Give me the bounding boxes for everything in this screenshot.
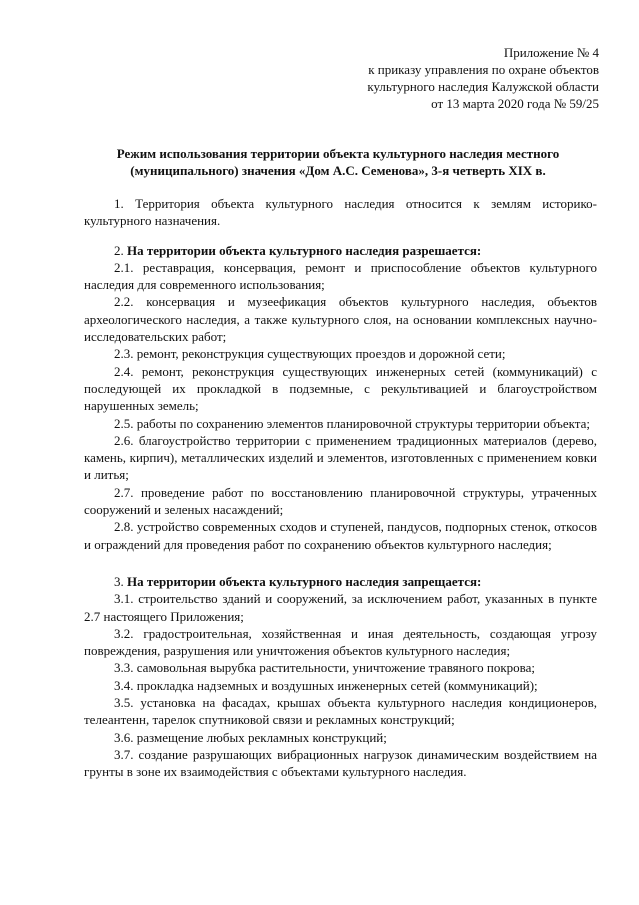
order-date-number: от 13 марта 2020 года № 59/25 (431, 96, 599, 111)
section-2-heading (84, 242, 597, 259)
list-item: 2.2. консервация и музеефикация объектов культурного наследия, объектов археологического наследия, а также культурного слоя, на основании комплексных научно-исследовательских работ; (84, 294, 597, 345)
section-3-number: 3. (114, 573, 124, 589)
list-item: 3.7. создание разрушающих вибрационных нагрузок динамическим воздействием на грунты в зоне их взаимодействия с объектами культурного наследия. (84, 746, 597, 780)
order-reference: к приказу управления по охране объектов (368, 62, 599, 77)
title-line-2: (муниципального) значения «Дом А.С. Семенова», 3-я четверть XIX в. (130, 163, 546, 178)
list-item: 3.3. самовольная вырубка растительности, уничтожение травяного покрова; (114, 660, 535, 676)
appendix-header (367, 44, 599, 112)
title-line-1: Режим использования территории объекта культурного наследия местного (116, 146, 560, 161)
list-item: 3.5. установка на фасадах, крышах объекта культурного наследия кондиционеров, телеантенн, тарелок спутниковой связи и рекламных конструкций; (84, 695, 597, 728)
section-3-heading (84, 573, 597, 590)
list-item: 2.1. реставрация, консервация, ремонт и приспособление объектов культурного наследия для современного использования; (84, 259, 597, 293)
section-3-heading-text: На территории объекта культурного наследия запрещается: (127, 573, 482, 589)
document-body (84, 195, 597, 781)
list-item: 2.4. ремонт, реконструкция существующих инженерных сетей (коммуникаций) с последующей их прокладкой в подземные, с рекультивацией и благоустройством нарушенных земель; (84, 363, 597, 414)
list-item: 3.2. градостроительная, хозяйственная и иная деятельность, создающая угрозу повреждения, разрушения или уничтожения объектов культурного наследия; (84, 625, 597, 659)
spacer (84, 553, 597, 573)
document-title (78, 145, 598, 179)
list-item: 2.8. устройство современных сходов и ступеней, пандусов, подпорных стенок, откосов и ограждений для проведения работ по сохранению объектов культурного наследия; (84, 519, 597, 552)
appendix-number: Приложение № 4 (503, 45, 599, 60)
authority-name: культурного наследия Калужской области (367, 79, 599, 94)
section-2-number: 2. (114, 242, 124, 258)
list-item: 2.6. благоустройство территории с применением традиционных материалов (дерево, камень, кирпич), металлических изделий и элементов, изготовленных с применением ковки и литья; (84, 432, 597, 483)
list-item: 2.7. проведение работ по восстановлению планировочной структуры, утраченных сооружений и зеленых насаждений; (84, 484, 597, 518)
section-1-paragraph: 1. Территория объекта культурного наследия относится к землям историко-культурного назначения. (84, 196, 597, 229)
list-item: 3.6. размещение любых рекламных конструкций; (114, 729, 387, 745)
list-item: 2.5. работы по сохранению элементов планировочной структуры территории объекта; (114, 415, 590, 431)
section-2-heading-text: На территории объекта культурного наследия разрешается: (127, 242, 482, 258)
list-item: 2.3. ремонт, реконструкция существующих проездов и дорожной сети; (114, 346, 506, 362)
list-item: 3.1. строительство зданий и сооружений, за исключением работ, указанных в пункте 2.7 настоящего Приложения; (84, 591, 597, 624)
list-item: 3.4. прокладка надземных и воздушных инженерных сетей (коммуникаций); (114, 677, 538, 693)
spacer (84, 230, 597, 242)
